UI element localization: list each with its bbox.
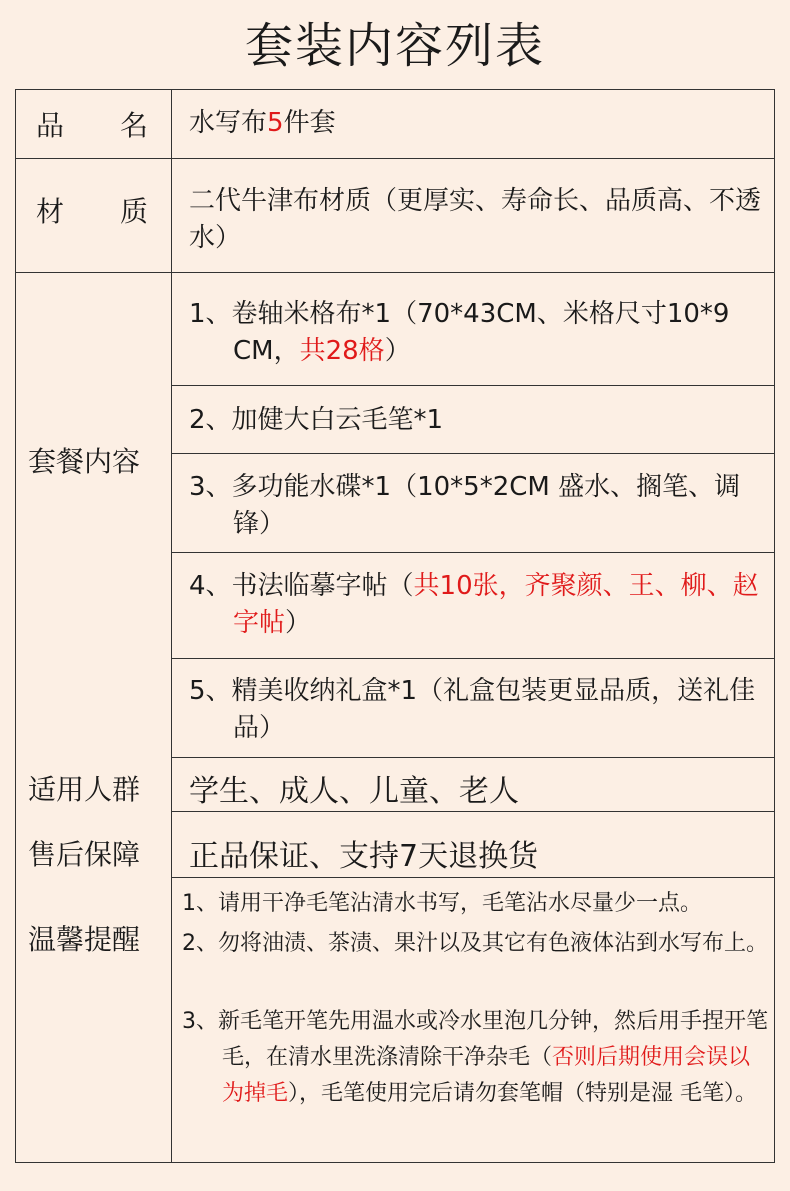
package-item: 1、卷轴米格布*1（70*43CM、米格尺寸10*9 CM，共28格）	[189, 299, 730, 366]
tip-item: 1、请用干净毛笔沾清水书写，毛笔沾水尽量少一点。	[182, 891, 702, 916]
label-tips: 温馨提醒	[28, 923, 141, 956]
label-material: 材 质	[36, 195, 149, 228]
value-audience: 学生、成人、儿童、老人	[189, 774, 519, 809]
row-divider	[171, 658, 774, 659]
label-name: 品 名	[36, 109, 149, 142]
row-divider	[171, 453, 774, 454]
label-aftersale: 售后保障	[28, 838, 141, 871]
row-divider	[171, 757, 774, 758]
row-divider	[16, 158, 774, 159]
page-title: 套装内容列表	[244, 18, 545, 74]
row-divider	[171, 877, 774, 878]
row-divider	[171, 552, 774, 553]
row-divider	[171, 811, 774, 812]
package-item: 5、精美收纳礼盒*1（礼盒包装更显品质，送礼佳品）	[189, 676, 756, 743]
column-divider	[171, 90, 172, 1162]
package-item: 2、加健大白云毛笔*1	[189, 405, 444, 435]
value-aftersale: 正品保证、支持7天退换货	[189, 839, 539, 874]
package-item: 4、书法临摹字帖（共10张，齐聚颜、王、柳、赵字帖）	[189, 571, 759, 638]
tip-item: 2、勿将油渍、茶渍、果汁以及其它有色液体沾到水写布上。	[182, 931, 768, 956]
package-content-table	[15, 89, 775, 1163]
value-name: 水写布5件套	[189, 108, 336, 138]
tip-item: 3、新毛笔开笔先用温水或冷水里泡几分钟，然后用手捏开笔毛，在清水里洗涤清除干净杂毛（否则后期使用会误以为掉毛），毛笔使用完后请勿套笔帽（特别是湿 毛笔）。	[182, 1009, 768, 1106]
value-material: 二代牛津布材质（更厚实、寿命长、品质高、不透水）	[189, 186, 762, 253]
label-package: 套餐内容	[28, 445, 141, 478]
row-divider	[16, 272, 774, 273]
label-audience: 适用人群	[28, 773, 141, 806]
package-item: 3、多功能水碟*1（10*5*2CM 盛水、搁笔、调锋）	[189, 472, 741, 539]
row-divider	[171, 385, 774, 386]
